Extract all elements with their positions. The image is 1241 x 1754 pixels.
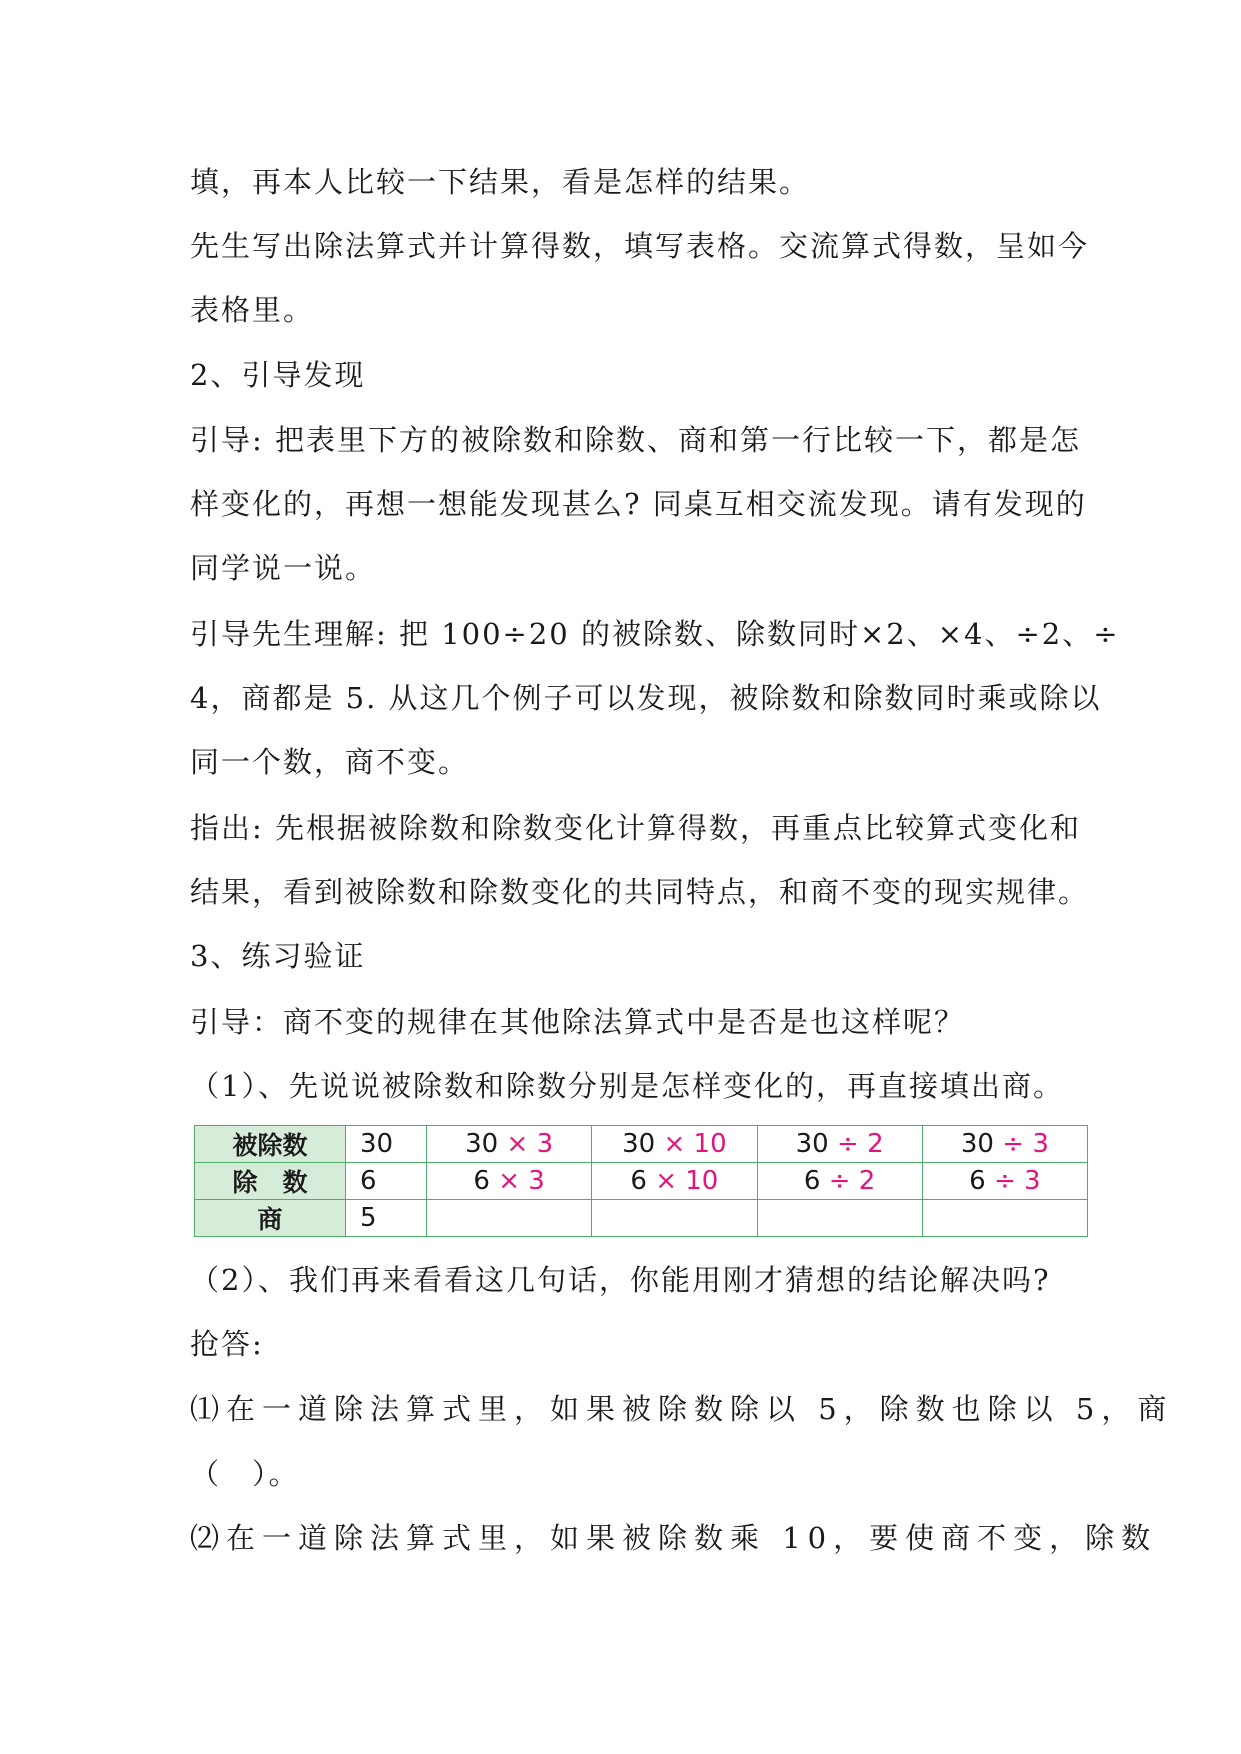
text-line-10: 同一个数，商不变。 xyxy=(190,745,470,779)
text-line-2: 先生写出除法算式并计算得数，填写表格。交流算式得数，呈如今 xyxy=(190,229,1090,263)
cell-dividend-2: 30 × 10 xyxy=(592,1126,757,1163)
row-label-divisor: 除 数 xyxy=(195,1163,346,1200)
text-line-5: 引导: 把表里下方的被除数和除数、商和第一行比较一下，都是怎 xyxy=(190,423,1081,457)
text-line-12: 结果，看到被除数和除数变化的共同特点，和商不变的现实规律。 xyxy=(190,875,1090,909)
answer-cell-3[interactable] xyxy=(757,1200,922,1237)
text-line-3: 表格里。 xyxy=(190,293,315,327)
table-row-divisor xyxy=(195,1163,1088,1200)
answer-cell-4[interactable] xyxy=(922,1200,1087,1237)
cell-divisor-4: 6 ÷ 3 xyxy=(922,1163,1087,1200)
text-line-9: 4，商都是 5. 从这几个例子可以发现，被除数和除数同时乘或除以 xyxy=(190,681,1102,715)
exercise-1-instruction: （1）、先说说被除数和除数分别是怎样变化的，再直接填出商。 xyxy=(190,1069,1064,1103)
section-heading-2: 2、引导发现 xyxy=(190,358,366,392)
question-1: ⑴在一道除法算式里，如果被除数除以 5，除数也除以 5，商 xyxy=(190,1392,1174,1426)
cell-dividend-4: 30 ÷ 3 xyxy=(922,1126,1087,1163)
exercise-2-instruction: （2）、我们再来看看这几句话，你能用刚才猜想的结论解决吗? xyxy=(190,1263,1051,1297)
cell-dividend-1: 30 × 3 xyxy=(427,1126,592,1163)
quotient-table xyxy=(194,1125,1088,1237)
question-2: ⑵在一道除法算式里，如果被除数乘 10，要使商不变，除数 xyxy=(190,1521,1158,1555)
text-line-1: 填，再本人比较一下结果，看是怎样的结果。 xyxy=(190,165,811,199)
text-line-11: 指出: 先根据被除数和除数变化计算得数，再重点比较算式变化和 xyxy=(190,811,1081,845)
text-line-14: 引导：商不变的规律在其他除法算式中是否是也这样呢？ xyxy=(190,1005,966,1039)
cell-divisor-3: 6 ÷ 2 xyxy=(757,1163,922,1200)
row-label-dividend: 被除数 xyxy=(195,1126,346,1163)
base-divisor: 6 xyxy=(346,1163,427,1200)
text-line-7: 同学说一说。 xyxy=(190,551,377,585)
table-row-dividend xyxy=(195,1126,1088,1163)
answer-cell-1[interactable] xyxy=(427,1200,592,1237)
section-heading-3: 3、练习验证 xyxy=(190,939,366,973)
text-line-8: 引导先生理解: 把 100÷20 的被除数、除数同时×2、×4、÷2、÷ xyxy=(190,617,1120,651)
base-quotient: 5 xyxy=(346,1200,427,1237)
table-row-quotient xyxy=(195,1200,1088,1237)
row-label-quotient: 商 xyxy=(195,1200,346,1237)
cell-dividend-3: 30 ÷ 2 xyxy=(757,1126,922,1163)
cell-divisor-1: 6 × 3 xyxy=(427,1163,592,1200)
cell-divisor-2: 6 × 10 xyxy=(592,1163,757,1200)
quick-answer-label: 抢答: xyxy=(190,1327,264,1361)
text-line-6: 样变化的，再想一想能发现甚么? 同桌互相交流发现。请有发现的 xyxy=(190,487,1087,521)
answer-cell-2[interactable] xyxy=(592,1200,757,1237)
question-1-blank: （ ）。 xyxy=(190,1457,300,1491)
base-dividend: 30 xyxy=(346,1126,427,1163)
